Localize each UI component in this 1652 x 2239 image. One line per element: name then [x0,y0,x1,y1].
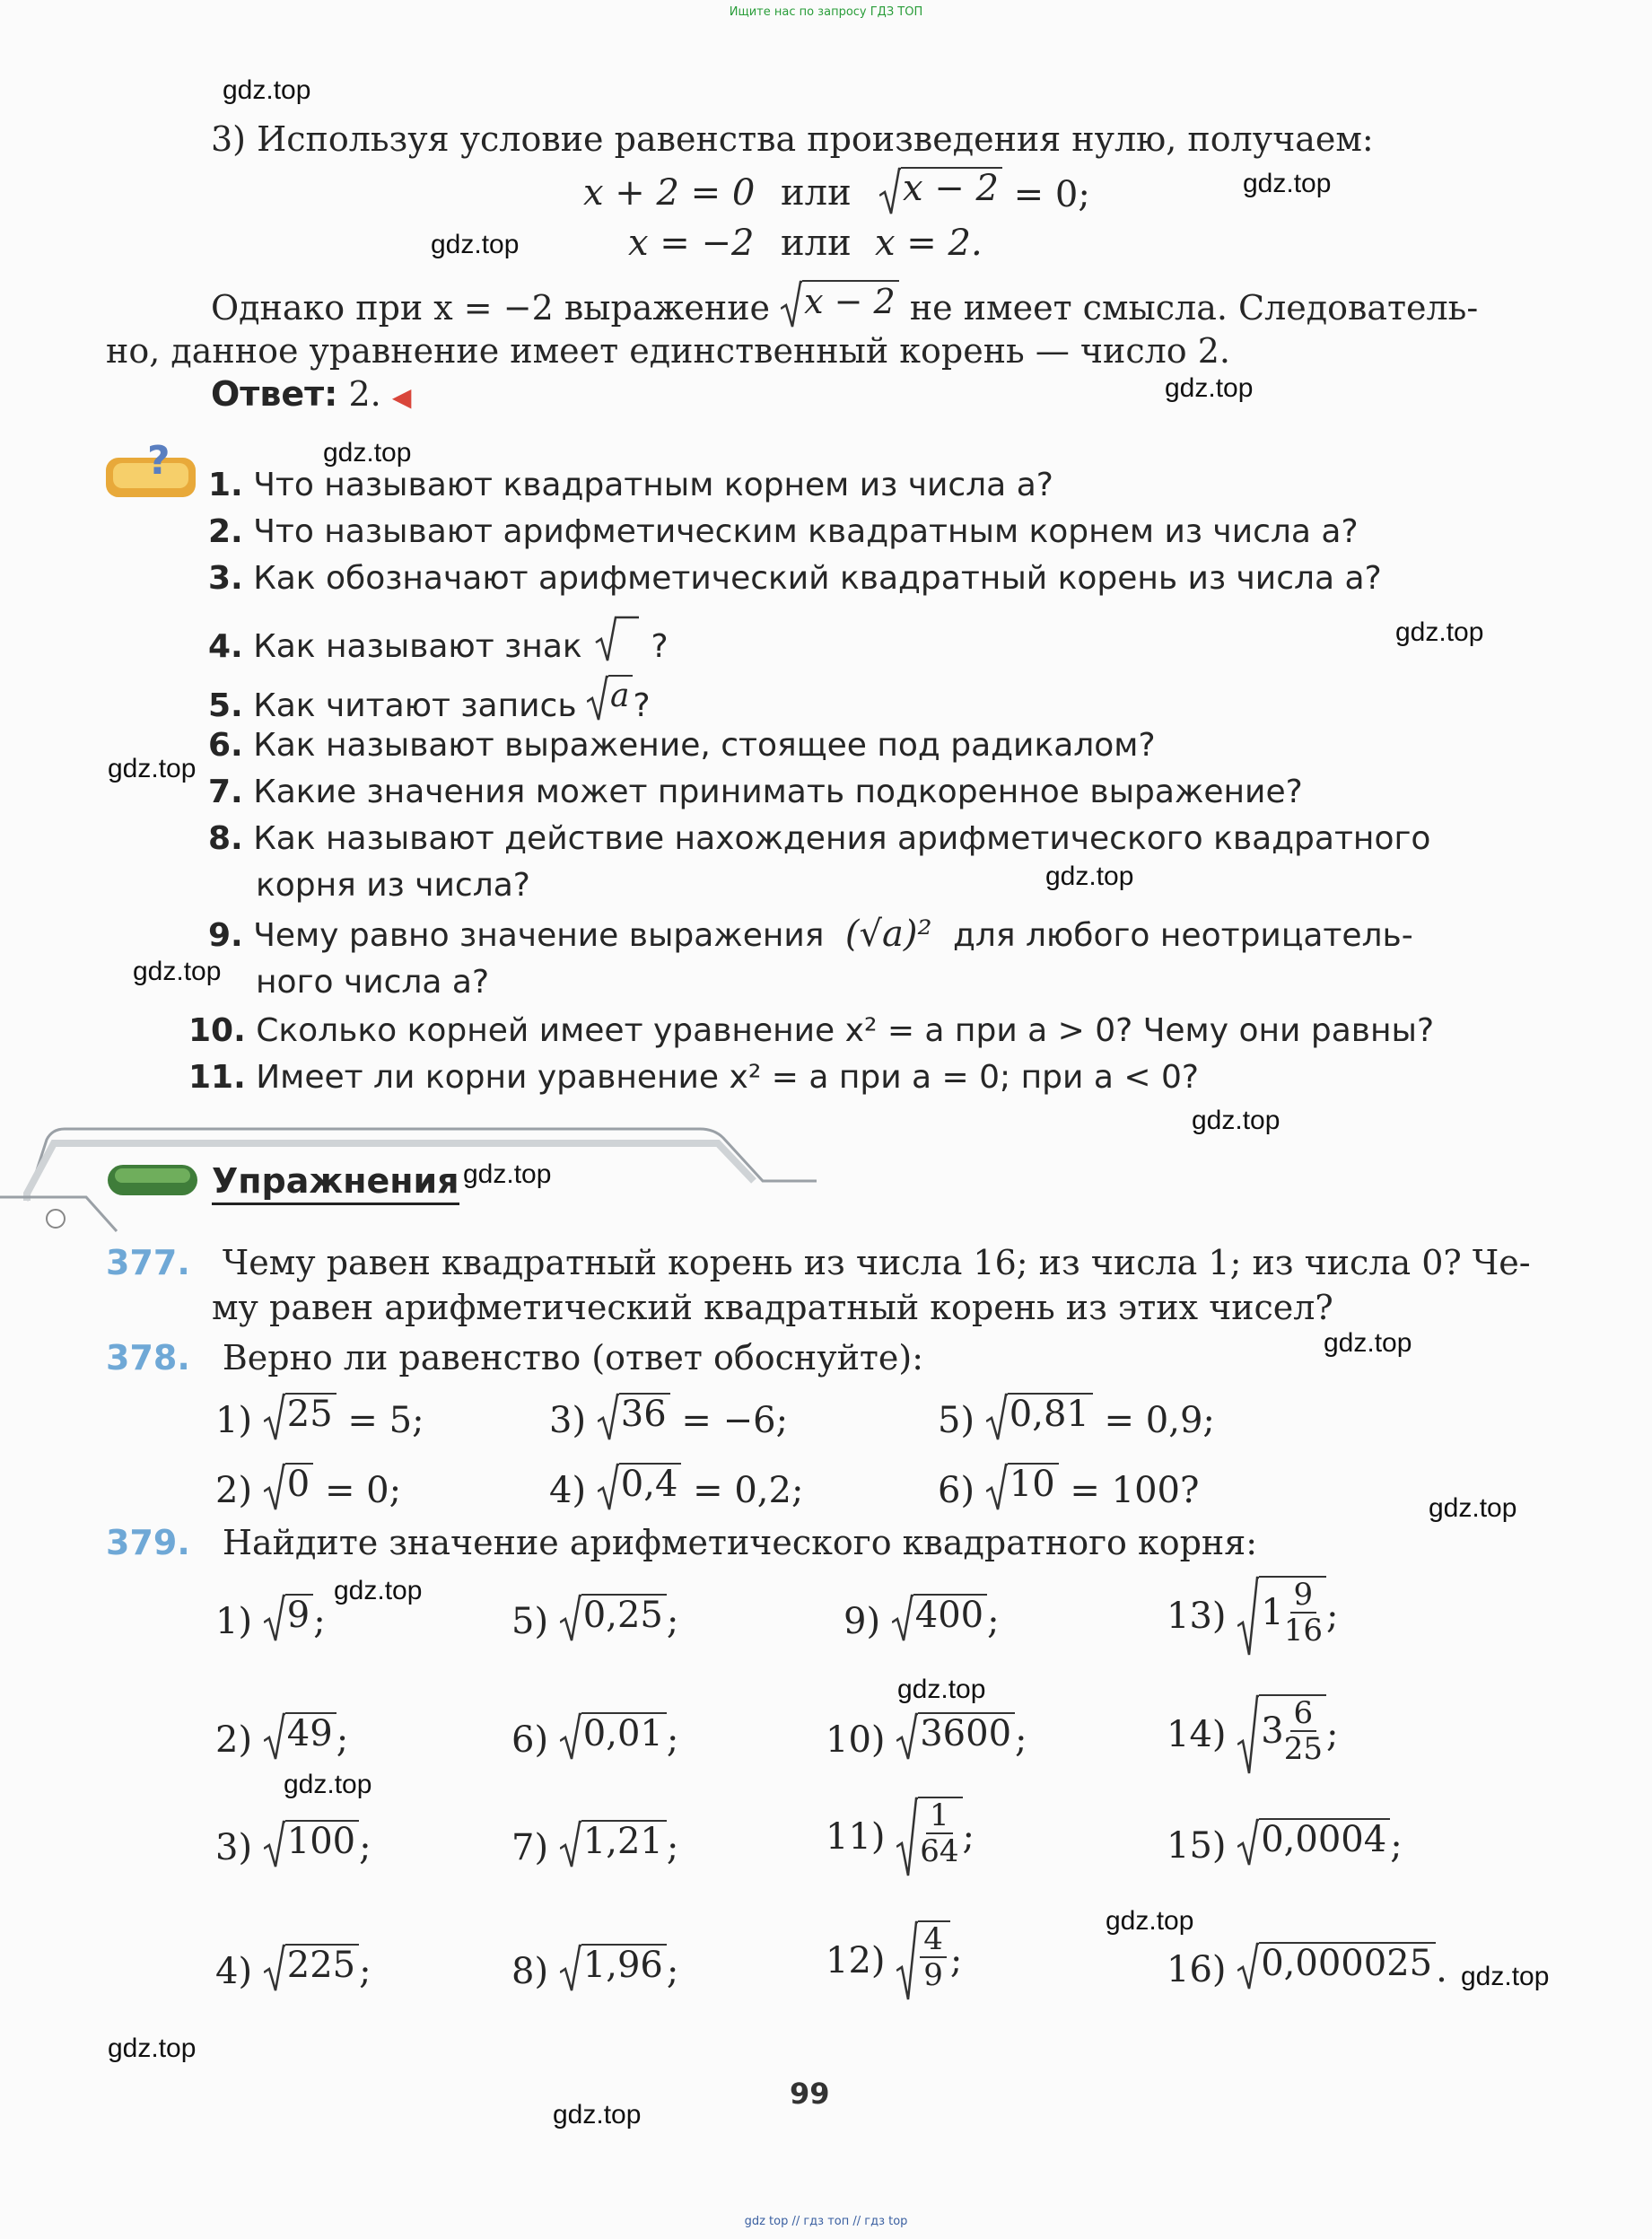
question-9-expr: (√a)² [844,914,932,955]
exercises-icon [106,1163,199,1197]
question-6: 6. Как называют выражение, стоящее под радикалом? [208,727,1156,764]
question-8-cont: корня из числа? [256,867,530,904]
step3-note-line1: Однако при x = −2 выражение x − 2 не имеет смысла. Следователь- [211,282,1479,328]
ex379-item-16: 16) 0,000025 . [1167,1943,1447,1990]
exercise-377-cont: му равен арифметический квадратный корень из этих чисел? [212,1288,1333,1327]
ex378-item-5: 5) 0,81 = 0,9; [938,1394,1215,1441]
ex379-item-4: 4) 225 ; [215,1945,371,1992]
watermark: gdz.top [1243,169,1332,198]
watermark: gdz.top [1429,1493,1517,1523]
ex379-item-13: 13) 1 $\frac{9}{16}$ ; [1167,1576,1338,1657]
footer-note: gdz top // гдз топ // гдз top [744,2215,908,2228]
ex379-item-6: 6) 0,01 ; [511,1713,679,1761]
watermark: gdz.top [1461,1962,1550,1991]
step3-eq2-left: x = −2 [628,223,755,264]
watermark: gdz.top [553,2100,642,2130]
exercises-title: Упражнения [212,1159,459,1205]
header-note: Ищите нас по запросу ГДЗ ТОП [729,5,923,19]
step3-eq1-right: x − 2 = 0; [879,167,1090,215]
watermark: gdz.top [1045,861,1134,891]
question-3: 3. Как обозначают арифметический квадратный корень из числа a? [208,560,1382,597]
watermark: gdz.top [431,230,520,259]
step3-eq1-left: x + 2 = 0 [583,172,756,214]
ex379-item-10: 10) 3600 ; [826,1713,1027,1761]
ex379-item-1: 1) 9 ; [215,1595,326,1642]
exercise-379: 379. Найдите значение арифметического квадратного корня: [106,1523,1257,1562]
watermark: gdz.top [463,1159,552,1189]
ex379-item-8: 8) 1,96 ; [511,1945,679,1992]
question-7: 7. Какие значения может принимать подкоренное выражение? [208,774,1303,810]
watermark: gdz.top [1192,1106,1281,1135]
watermark: gdz.top [323,438,412,468]
question-9: 9. Чему равно значение выражения (√a)² для любого неотрицатель- [208,914,1413,955]
ex379-item-9: 9) 400 ; [843,1595,1000,1642]
ex379-item-14: 14) 3 $\frac{6}{25}$ ; [1167,1694,1338,1775]
step3-or-1: или [781,172,852,214]
question-box-icon [104,440,197,501]
watermark: gdz.top [223,75,311,105]
ex379-item-7: 7) 1,21 ; [511,1821,679,1868]
watermark: gdz.top [334,1576,423,1605]
ex378-item-6: 6) 10 = 100? [938,1464,1200,1511]
ex379-item-11: 11) $\frac{1}{64}$ ; [826,1797,975,1877]
watermark: gdz.top [133,957,222,986]
watermark: gdz.top [1324,1328,1412,1358]
answer: Ответ: 2. ◀ [211,374,412,414]
page-number: 99 [790,2077,830,2111]
watermark: gdz.top [1106,1906,1194,1936]
question-1: 1. Что называют квадратным корнем из числа a? [208,467,1053,503]
step3-intro: 3) Используя условие равенства произведения нулю, получаем: [211,119,1374,159]
ex378-item-1: 1) 25 = 5; [215,1394,424,1441]
ex379-item-2: 2) 49 ; [215,1713,349,1761]
ex379-item-15: 15) 0,0004 ; [1167,1819,1403,1867]
step3-or-2: или [781,223,852,264]
question-11: 11. Имеет ли корни уравнение x² = a при a = 0; при a < 0? [188,1059,1199,1096]
step3-eq2-right: x = 2. [875,223,983,264]
watermark: gdz.top [108,754,197,783]
ex379-item-3: 3) 100 ; [215,1821,371,1868]
watermark: gdz.top [284,1770,372,1799]
ex378-item-3: 3) 36 = −6; [549,1394,789,1441]
ex379-item-5: 5) 0,25 ; [511,1595,679,1642]
svg-text:?: ? [147,440,170,484]
watermark: gdz.top [1395,617,1484,647]
ex379-item-12: 12) $\frac{4}{9}$ ; [826,1920,962,2001]
question-10: 10. Сколько корней имеет уравнение x² = a при a > 0? Чему они равны? [188,1012,1435,1049]
ex378-item-2: 2) 0 = 0; [215,1464,402,1511]
end-marker-icon: ◀ [391,382,412,412]
question-4: 4. Как называют знак ? [208,616,669,669]
ex378-item-4: 4) 0,4 = 0,2; [549,1464,804,1511]
step3-note-line2: но, данное уравнение имеет единственный корень — число 2. [106,331,1230,371]
question-5: 5. Как читают запись a ? [208,675,651,729]
watermark: gdz.top [897,1675,986,1704]
question-9-cont: ного числа a? [256,964,490,1001]
question-2: 2. Что называют арифметическим квадратным корнем из числа a? [208,513,1359,550]
exercise-377: 377. Чему равен квадратный корень из числа 16; из числа 1; из числа 0? Че- [106,1243,1531,1282]
exercise-378: 378. Верно ли равенство (ответ обоснуйте): [106,1338,924,1378]
watermark: gdz.top [108,2033,197,2063]
question-8: 8. Как называют действие нахождения арифметического квадратного [208,820,1431,857]
watermark: gdz.top [1165,373,1254,403]
